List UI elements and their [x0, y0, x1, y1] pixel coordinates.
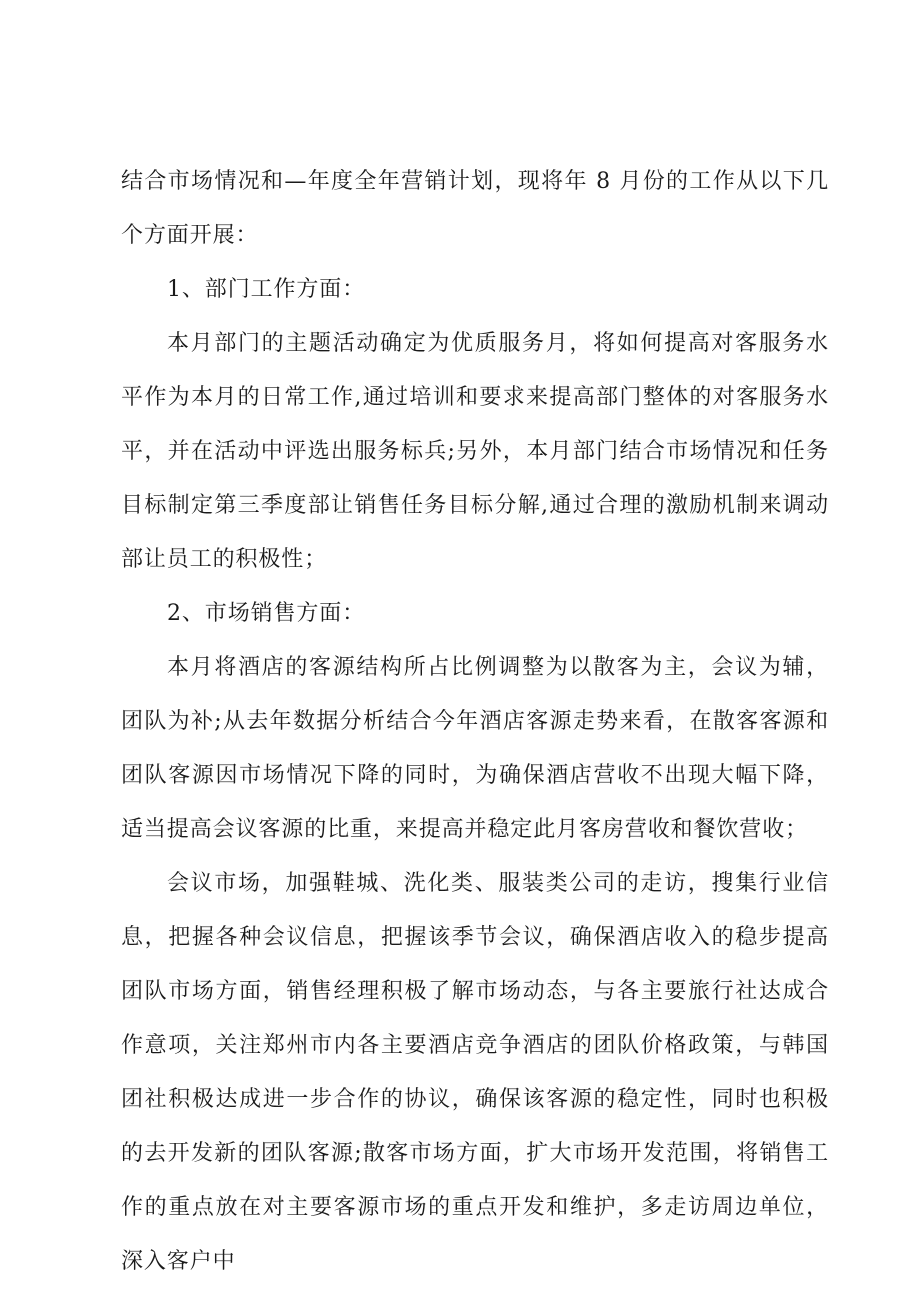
paragraph-department-work: 本月部门的主题活动确定为优质服务月，将如何提高对客服务水平作为本月的日常工作,通过培训和要求来提高部门整体的对客服务水平，并在活动中评选出服务标兵;另外，本月部门结合市场情况和任务目标制定第三季度部让销售任务目标分解,通过合理的激励机制来调动部让员工的积极性； [121, 331, 829, 572]
paragraph-market-sales: 本月将酒店的客源结构所占比例调整为以散客为主，会议为辅，团队为补;从去年数据分析结合今年酒店客源走势来看，在散客客源和团队客源因市场情况下降的同时，为确保酒店营收不出现大幅下降，适当提高会议客源的比重，来提高并稳定此月客房营收和餐饮营收； [121, 655, 829, 842]
heading-department-work: 1、部门工作方面： [167, 277, 366, 302]
paragraph-conference-market: 会议市场，加强鞋城、洗化类、服装类公司的走访，搜集行业信息，把握各种会议信息，把握该季节会议，确保酒店收入的稳步提高团队市场方面，销售经理积极了解市场动态，与各主要旅行社达成合作意项，关注郑州市内各主要酒店竞争酒店的团队价格政策，与韩国团社积极达成进一步合作的协议，确保该客源的稳定性，同时也积极的去开发新的团队客源;散客市场方面，扩大市场开发范围，将销售工作的重点放在对主要客源市场的重点开发和维护，多走访周边单位，深入客户中 [121, 871, 829, 1274]
heading-market-sales: 2、市场销售方面： [167, 601, 366, 626]
paragraph-intro: 结合市场情况和—年度全年营销计划，现将年 8 月份的工作从以下几个方面开展： [121, 169, 829, 248]
document-body [121, 155, 829, 1289]
